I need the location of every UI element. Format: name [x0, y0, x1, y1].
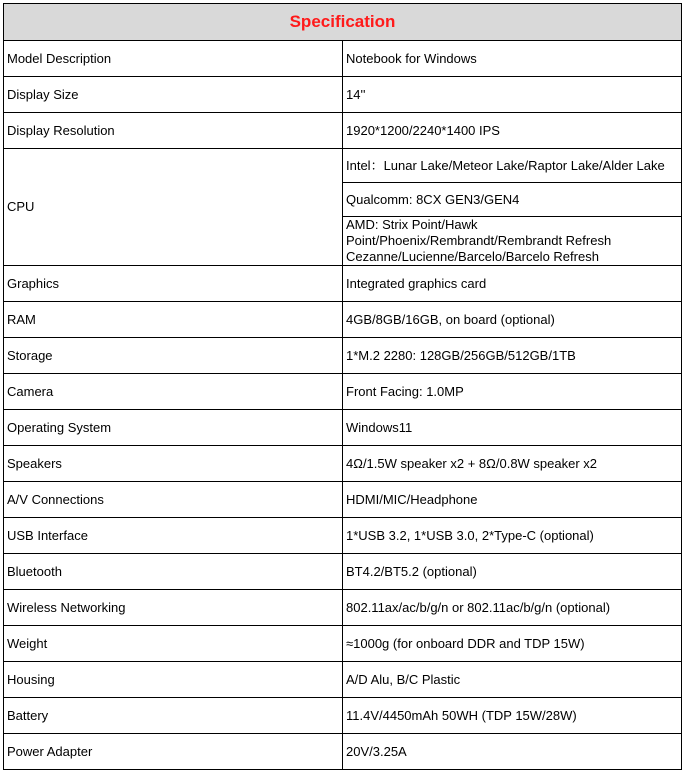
table-row	[4, 554, 682, 590]
row-value: 4GB/8GB/16GB, on board (optional)	[343, 302, 682, 338]
table-row	[4, 518, 682, 554]
row-value: A/D Alu, B/C Plastic	[343, 662, 682, 698]
row-label: Bluetooth	[4, 554, 343, 590]
row-label: Graphics	[4, 266, 343, 302]
specification-table	[3, 3, 682, 770]
row-value: 1*USB 3.2, 1*USB 3.0, 2*Type-C (optional)	[343, 518, 682, 554]
row-value: Qualcomm: 8CX GEN3/GEN4	[343, 183, 682, 217]
row-label: Battery	[4, 698, 343, 734]
row-label: USB Interface	[4, 518, 343, 554]
row-label: Camera	[4, 374, 343, 410]
row-value: 1920*1200/2240*1400 IPS	[343, 113, 682, 149]
row-value: Front Facing: 1.0MP	[343, 374, 682, 410]
row-value: 14''	[343, 77, 682, 113]
table-row	[4, 662, 682, 698]
row-label: Storage	[4, 338, 343, 374]
row-label: CPU	[4, 149, 343, 266]
row-value: 802.11ax/ac/b/g/n or 802.11ac/b/g/n (optional)	[343, 590, 682, 626]
row-value: 11.4V/4450mAh 50WH (TDP 15W/28W)	[343, 698, 682, 734]
table-title: Specification	[4, 4, 682, 41]
table-row	[4, 41, 682, 77]
row-value-multiline	[343, 217, 682, 266]
row-value-line: AMD: Strix Point/Hawk Point/Phoenix/Rembrandt/Rembrandt Refresh	[346, 217, 612, 248]
row-label: Operating System	[4, 410, 343, 446]
table-row	[4, 482, 682, 518]
row-label: RAM	[4, 302, 343, 338]
table-row	[4, 302, 682, 338]
row-label: Power Adapter	[4, 734, 343, 770]
row-label: Display Size	[4, 77, 343, 113]
row-value: HDMI/MIC/Headphone	[343, 482, 682, 518]
table-row-cpu	[4, 149, 682, 183]
row-value: Windows11	[343, 410, 682, 446]
table-row	[4, 77, 682, 113]
row-value-line: Cezanne/Lucienne/Barcelo/Barcelo Refresh	[346, 249, 599, 264]
table-row	[4, 698, 682, 734]
table-row	[4, 626, 682, 662]
row-label: Weight	[4, 626, 343, 662]
row-value: 4Ω/1.5W speaker x2 + 8Ω/0.8W speaker x2	[343, 446, 682, 482]
table-row	[4, 374, 682, 410]
table-row	[4, 590, 682, 626]
row-value: BT4.2/BT5.2 (optional)	[343, 554, 682, 590]
row-label: Wireless Networking	[4, 590, 343, 626]
row-label: A/V Connections	[4, 482, 343, 518]
row-value: Intel：Lunar Lake/Meteor Lake/Raptor Lake/Alder Lake	[343, 149, 682, 183]
table-row	[4, 266, 682, 302]
table-row	[4, 113, 682, 149]
row-label: Display Resolution	[4, 113, 343, 149]
row-value: Integrated graphics card	[343, 266, 682, 302]
row-label: Housing	[4, 662, 343, 698]
row-value: 20V/3.25A	[343, 734, 682, 770]
row-value: ≈1000g (for onboard DDR and TDP 15W)	[343, 626, 682, 662]
table-header-row	[4, 4, 682, 41]
table-row	[4, 734, 682, 770]
row-label: Speakers	[4, 446, 343, 482]
table-row	[4, 446, 682, 482]
table-row	[4, 410, 682, 446]
row-value: 1*M.2 2280: 128GB/256GB/512GB/1TB	[343, 338, 682, 374]
row-value: Notebook for Windows	[343, 41, 682, 77]
table-row	[4, 338, 682, 374]
row-label: Model Description	[4, 41, 343, 77]
